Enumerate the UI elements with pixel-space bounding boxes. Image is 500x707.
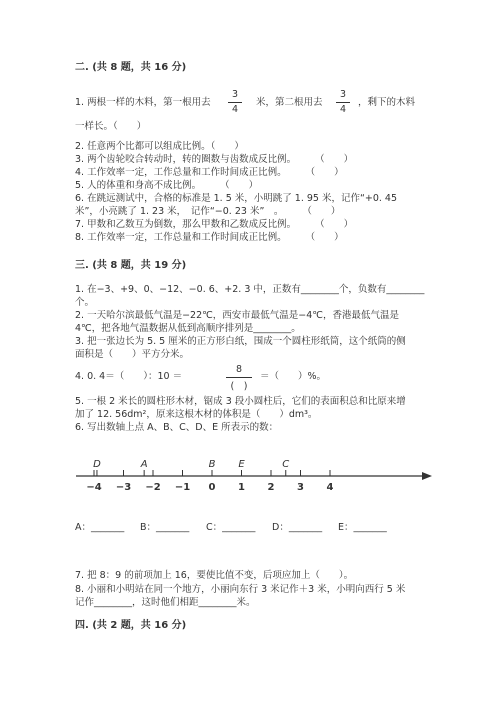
answer-c-blank: _______ (222, 522, 256, 533)
number-line (70, 454, 440, 498)
s2-q1-frac1-bar (228, 102, 242, 103)
s3-q1-line2: 个。 (75, 297, 95, 308)
s3-q6: 6. 写出数轴上点 A、B、C、D、E 所表示的数： (75, 422, 279, 433)
number-line-point-label-e: E (238, 459, 245, 470)
answer-d (272, 522, 322, 534)
number-line-tick-label: −2 (145, 482, 161, 493)
s2-q8: 8. 工作效率一定，工作总量和工作时间成正比例。 （ ） (75, 232, 344, 243)
section3-heading: 三. (共 8 题，共 19 分) (75, 260, 187, 271)
number-line-tick-label: −3 (115, 482, 132, 493)
s3-q5-line1: 5. 一根 2 米长的圆柱形木材，锯成 3 段小圆柱后，它们的表面积总和比原来增 (75, 396, 406, 407)
s3-q3-line1: 3. 把一张边长为 5. 5 厘米的正方形白纸，围成一个圆柱形纸筒，这个纸筒的侧 (75, 336, 406, 347)
s3-q2-line2: 4℃，把各地气温数据从低到高顺序排列是________。 (75, 323, 301, 334)
s2-q6-line1: 6. 在跳远测试中，合格的标准是 1. 5 米，小明跳了 1. 95 米，记作“+0. 45 (75, 193, 398, 204)
answer-d-label: D： (272, 522, 289, 533)
s3-q5-line2: 加了 12. 56dm²，原来这根木材的体积是（ ）dm³。 (75, 409, 318, 420)
s2-q1-text-c: ，剩下的木料 (358, 97, 416, 108)
number-line-tick-label: 2 (267, 482, 275, 493)
number-line-tick-label: 4 (326, 482, 334, 493)
answer-b (140, 522, 189, 534)
s2-q7: 7. 甲数和乙数互为倒数，那么甲数和乙数成反比例。 （ ） (75, 219, 354, 230)
s3-q7: 7. 把 8：9 的前项加上 16，要使比值不变，后项应加上（ ）。 (75, 570, 354, 581)
number-line-arrow-icon (422, 472, 432, 480)
s3-q4-frac-numerator: 8 (235, 364, 243, 375)
answer-d-blank: _______ (288, 522, 323, 533)
s3-q4-frac-denominator: ( ) (230, 381, 248, 392)
section2-heading: 二. (共 8 题，共 16 分) (75, 62, 187, 73)
s2-q5: 5. 人的体重和身高不成比例。 （ ） (75, 180, 259, 191)
s3-q8-line1: 8. 小丽和小明站在同一个地方，小丽向东行 3 米记作＋3 米，小明向西行 5 米 (75, 584, 406, 595)
answer-a (75, 522, 124, 534)
number-line-point-label-b: B (208, 459, 216, 470)
s3-q2-line1: 2. 一天哈尔滨最低气温是−22℃，西安市最低气温是−4℃，香港最低气温是 (75, 310, 399, 321)
s3-q4-text-b: ＝（ ）%。 (260, 371, 327, 382)
s2-q1-frac2-numerator: 3 (339, 89, 347, 100)
s2-q1-text-b: 米，第二根用去 (256, 97, 323, 108)
s2-q1-text-d: 一样长。（ ） (75, 121, 147, 132)
number-line-tick-label: 1 (238, 482, 245, 493)
s2-q2: 2. 任意两个比都可以组成比例。（ ） (75, 141, 244, 152)
s2-q4: 4. 工作效率一定，工作总量和工作时间成正比例。 （ ） (75, 167, 344, 178)
answer-c (206, 522, 255, 534)
s3-q3-line2: 面积是（ ）平方分米。 (75, 349, 190, 360)
number-line-point-label-a: A (140, 459, 148, 470)
s3-q8-line2: 记作________，这时他们相距________米。 (75, 597, 256, 608)
section4-heading: 四. (共 2 题，共 16 分) (75, 620, 187, 631)
answer-b-label: B： (140, 522, 157, 533)
s2-q1-text-a: 1. 两根一样的木料，第一根用去 (75, 97, 211, 108)
answer-a-blank: _______ (91, 522, 125, 533)
answer-c-label: C： (206, 522, 223, 533)
s2-q6-line2: 米”，小亮跳了 1. 23 米， 记作“−0. 23 米” 。 （ ） (75, 206, 341, 217)
s3-q4-text-a: 4. 0. 4＝（ ）：10 ＝ (75, 371, 183, 382)
s2-q1-frac1-denominator: 4 (231, 104, 239, 115)
s2-q3: 3. 两个齿轮咬合转动时，转的圈数与齿数成反比例。 （ ） (75, 154, 354, 165)
answer-e-blank: _______ (353, 522, 387, 533)
answer-a-label: A： (75, 522, 91, 533)
s2-q1-frac2-denominator: 4 (339, 104, 347, 115)
number-line-point-label-c: C (282, 459, 290, 470)
s2-q1-frac1-numerator: 3 (231, 89, 239, 100)
s2-q1-frac2-bar (336, 102, 350, 103)
number-line-tick-label: 3 (297, 482, 304, 493)
answer-e (338, 522, 387, 534)
answer-e-label: E： (338, 522, 354, 533)
number-line-tick-label: −1 (174, 482, 191, 493)
answer-b-blank: _______ (156, 522, 190, 533)
s3-q1-line1: 1. 在−3、+9、0、−12、−0. 6、+2. 3 中，正数有________个，负数有________ (75, 284, 425, 295)
number-line-tick-label: −4 (86, 482, 102, 493)
number-line-point-label-d: D (93, 459, 101, 470)
number-line-tick-label: 0 (208, 482, 216, 493)
